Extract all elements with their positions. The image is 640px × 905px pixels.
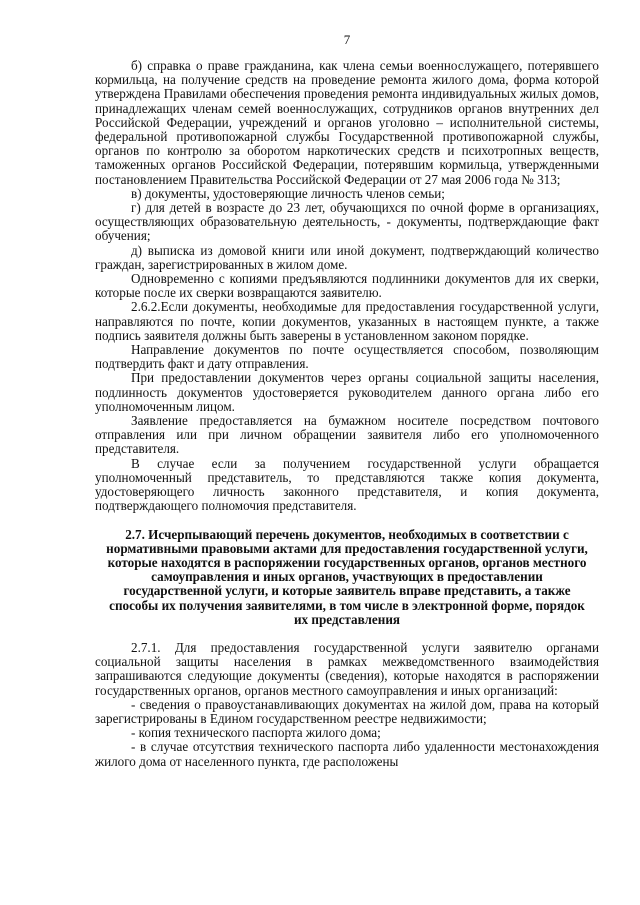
paragraph-v-identity-documents: в) документы, удостоверяющие личность членов семьи; xyxy=(131,185,445,201)
paragraph-postal-method: Направление документов по почте осуществляется способом, позволяющим подтвердить факт и дату отправления. xyxy=(95,342,599,372)
list-item-title-documents: - сведения о правоустанавливающих документах на жилой дом, права на который зарегистрированы в Едином государственном реестре недвижимости; xyxy=(95,696,599,726)
page-number: 7 xyxy=(343,32,351,47)
document-body xyxy=(95,59,599,769)
paragraph-application-submission: Заявление предоставляется на бумажном носителе посредством почтового отправления или при личном обращении заявителя либо его уполномоченного представителя. xyxy=(95,413,599,457)
paragraph-social-protection-certification: При предоставлении документов через органы социальной защиты населения, подлинность документов удостоверяется руководителем данного органа либо его уполномоченным лицом. xyxy=(95,370,599,414)
paragraph-originals-verification: Одновременно с копиями предъявляются подлинники документов для их сверки, которые после их сверки возвращаются заявителю. xyxy=(95,271,599,301)
section-2-7-heading: 2.7. Исчерпывающий перечень документов, необходимых в соответствии с нормативными правовыми актами для предоставления государственной услуги, которые находятся в распоряжении государственных органов, органов местного самоуправления и иных органов, участвующих в предоставлении государственной услуги, и которые заявитель вправе представить, а также способы их получения заявителями, в том числе в электронной форме, порядок их представления xyxy=(106,526,588,627)
paragraph-2-6-2-postal-documents: 2.6.2.Если документы, необходимые для предоставления государственной услуги, направляются по почте, копии документов, указанных в настоящем пункте, а также подпись заявителя должны быть заверены в установленном законом порядке. xyxy=(95,299,599,343)
list-item-technical-passport-copy: - копия технического паспорта жилого дома; xyxy=(131,725,381,741)
paragraph-d-house-register-extract: д) выписка из домовой книги или иной документ, подтверждающий количество граждан, зарегистрированных в жилом доме. xyxy=(95,242,599,272)
paragraph-2-7-1-interagency-request: 2.7.1. Для предоставления государственной услуги заявителю органами социальной защиты населения в рамках межведомственного взаимодействия запрашиваются следующие документы (сведения), которые находятся в распоряжении государственных органов, органов местного самоуправления и иных организаций: xyxy=(95,639,599,698)
paragraph-g-children-education: г) для детей в возрасте до 23 лет, обучающихся по очной форме в организациях, осуществляющих образовательную деятельность, - документы, подтверждающие факт обучения; xyxy=(95,200,599,244)
list-item-no-technical-passport: - в случае отсутствия технического паспорта либо удаленности местонахождения жилого дома от населенного пункта, где расположены xyxy=(95,739,599,769)
paragraph-b-certificate: б) справка о праве гражданина, как члена семьи военнослужащего, потерявшего кормильца, на получение средств на проведение ремонта жилого дома, форма которой утверждена Правилами обеспечения проведения ремонта индивидуальных жилых домов, принадлежащих членам семей военнослужащих, сотрудников органов внутренних дел Российской Федерации, учреждений и органов уголовно – исполнительной системы, федеральной противопожарной службы Государственной противопожарной службы, органов по контролю за оборотом наркотических средств и психотропных веществ, таможенных органов Российской Федерации, потерявшим кормильца, утвержденными постановлением Правительства Российской Федерации от 27 мая 2006 года № 313; xyxy=(95,58,599,187)
paragraph-authorized-representative: В случае если за получением государственной услуги обращается уполномоченный представитель, то представляются также копия документа, удостоверяющего личность законного представителя, и копия документа, подтверждающего полномочия представителя. xyxy=(95,455,599,514)
